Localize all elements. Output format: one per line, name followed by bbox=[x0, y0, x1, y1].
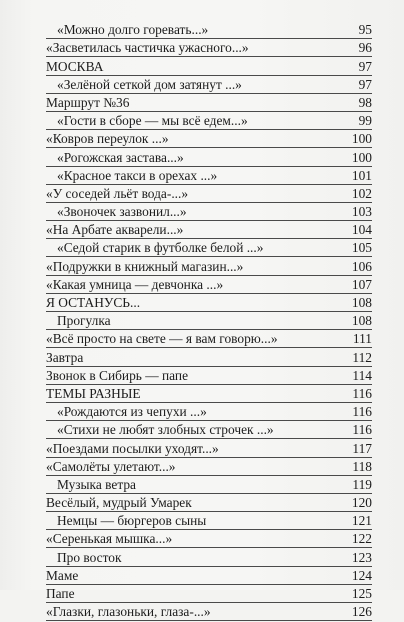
toc-entry bbox=[46, 459, 372, 477]
toc-entry bbox=[46, 331, 372, 349]
toc-entry-page-number: 104 bbox=[351, 222, 372, 238]
toc-entry bbox=[46, 513, 372, 531]
toc-entry-page-number: 98 bbox=[358, 94, 372, 110]
toc-entry-title: «Подружки в книжный магазин...» bbox=[46, 258, 244, 274]
toc-entry bbox=[46, 295, 372, 313]
toc-entry-title: МОСКВА bbox=[46, 58, 104, 74]
toc-entry-title: Завтра bbox=[46, 349, 84, 365]
toc-entry-page-number: 100 bbox=[351, 149, 372, 165]
toc-entry bbox=[46, 349, 372, 367]
toc-entry-page-number: 119 bbox=[352, 476, 372, 492]
toc-entry-page-number: 105 bbox=[351, 240, 372, 256]
toc-entry-title: «Красное такси в орехах ...» bbox=[57, 167, 218, 183]
toc-entry bbox=[46, 186, 372, 204]
toc-entry-page-number: 95 bbox=[358, 22, 372, 38]
toc-entry bbox=[46, 58, 372, 76]
toc-entry-title: «Стихи не любят злобных строчек ...» bbox=[57, 422, 274, 438]
toc-entry-page-number: 124 bbox=[351, 567, 372, 583]
toc-entry-page-number: 108 bbox=[351, 295, 372, 310]
toc-entry-page-number: 99 bbox=[358, 113, 372, 129]
toc-entry bbox=[46, 168, 372, 186]
toc-entry bbox=[46, 386, 372, 404]
toc-entry-title: «Седой старик в футболке белой ...» bbox=[57, 240, 264, 256]
toc-entry-page-number: 96 bbox=[358, 40, 372, 56]
toc-entry bbox=[46, 113, 372, 131]
toc-entry bbox=[46, 95, 372, 113]
toc-entry-page-number: 122 bbox=[351, 531, 372, 547]
toc-entry bbox=[46, 22, 372, 40]
toc-entry bbox=[46, 495, 372, 513]
toc-entry-title: Музыка ветра bbox=[57, 476, 136, 492]
toc-entry bbox=[46, 604, 372, 622]
toc-entry-page-number: 116 bbox=[352, 385, 372, 401]
toc-entry-title: «Серенькая мышка...» bbox=[46, 531, 173, 547]
toc-entry-page-number: 103 bbox=[351, 204, 372, 220]
toc-entry bbox=[46, 404, 372, 422]
toc-entry-page-number: 116 bbox=[352, 422, 372, 438]
toc-entry-page-number: 107 bbox=[351, 276, 372, 292]
toc-entry-page-number: 114 bbox=[352, 367, 372, 383]
toc-entry bbox=[46, 440, 372, 458]
toc-entry-title: «На Арбате акварели...» bbox=[46, 222, 184, 238]
toc-entry-page-number: 102 bbox=[351, 185, 372, 201]
toc-entry bbox=[46, 131, 372, 149]
toc-entry-page-number: 116 bbox=[352, 404, 372, 420]
toc-entry bbox=[46, 240, 372, 258]
toc-entry-page-number: 121 bbox=[351, 513, 372, 529]
toc-entry-title: «Всё просто на свете — я вам говорю...» bbox=[46, 331, 278, 347]
toc-entry-page-number: 97 bbox=[358, 76, 372, 92]
toc-entry bbox=[46, 40, 372, 58]
toc-entry-page-number: 108 bbox=[351, 313, 372, 329]
toc-entry-title: Звонок в Сибирь — папе bbox=[46, 367, 189, 383]
toc-entry bbox=[46, 368, 372, 386]
table-of-contents bbox=[46, 22, 372, 622]
toc-entry-page-number: 111 bbox=[352, 331, 372, 347]
toc-entry-title: Немцы — бюргеров сыны bbox=[57, 513, 207, 529]
toc-entry-page-number: 126 bbox=[351, 604, 372, 620]
toc-entry-title: «Какая умница — девчонка ...» bbox=[46, 276, 224, 292]
toc-entry bbox=[46, 204, 372, 222]
toc-entry bbox=[46, 549, 372, 567]
toc-entry-title: Про восток bbox=[57, 549, 122, 565]
toc-entry bbox=[46, 568, 372, 586]
toc-entry bbox=[46, 586, 372, 604]
toc-entry-title: «Рождаются из чепухи ...» bbox=[57, 404, 207, 420]
toc-entry-page-number: 117 bbox=[352, 440, 372, 456]
toc-entry-title: «Звоночек зазвонил...» bbox=[57, 204, 187, 220]
toc-entry bbox=[46, 277, 372, 295]
toc-entry-page-number: 101 bbox=[351, 167, 372, 183]
toc-entry-page-number: 118 bbox=[352, 458, 372, 474]
toc-entry-title: «Самолёты улетают...» bbox=[46, 458, 176, 474]
toc-entry-page-number: 100 bbox=[351, 131, 372, 147]
toc-entry-page-number: 112 bbox=[352, 349, 372, 365]
toc-entry bbox=[46, 313, 372, 331]
toc-entry-title: Весёлый, мудрый Умарек bbox=[46, 495, 192, 511]
toc-entry bbox=[46, 258, 372, 276]
toc-entry bbox=[46, 222, 372, 240]
toc-entry-title: «Можно долго горевать...» bbox=[57, 22, 209, 38]
toc-entry-title: «Ковров переулок ...» bbox=[46, 131, 169, 147]
toc-entry-title: «Поездами посылки уходят...» bbox=[46, 440, 219, 456]
toc-entry bbox=[46, 77, 372, 95]
toc-entry-page-number: 123 bbox=[351, 549, 372, 565]
toc-entry-title: Папе bbox=[46, 586, 75, 601]
toc-entry-title: «У соседей льёт вода-...» bbox=[46, 185, 189, 201]
toc-entry bbox=[46, 149, 372, 167]
toc-entry bbox=[46, 531, 372, 549]
toc-entry-title: Маршрут №36 bbox=[46, 94, 130, 110]
toc-entry-title: «Глазки, глазоньки, глаза-...» bbox=[46, 604, 211, 620]
toc-entry-title: Прогулка bbox=[57, 313, 111, 329]
toc-entry-title: ТЕМЫ РАЗНЫЕ bbox=[46, 385, 141, 401]
toc-entry-page-number: 125 bbox=[351, 586, 372, 601]
toc-entry-page-number: 97 bbox=[358, 58, 372, 74]
toc-entry-title: «Засветилась частичка ужасного...» bbox=[46, 40, 249, 56]
toc-entry-page-number: 106 bbox=[351, 258, 372, 274]
toc-entry-title: «Гости в сборе — мы всё едем...» bbox=[57, 113, 248, 129]
toc-entry-title: «Зелёной сеткой дом затянут ...» bbox=[57, 76, 242, 92]
toc-entry-page-number: 120 bbox=[351, 495, 372, 511]
toc-entry bbox=[46, 477, 372, 495]
toc-entry bbox=[46, 422, 372, 440]
toc-entry-title: Маме bbox=[46, 567, 79, 583]
toc-entry-title: Я ОСТАНУСЬ... bbox=[46, 295, 141, 310]
toc-entry-title: «Рогожская застава...» bbox=[57, 149, 184, 165]
